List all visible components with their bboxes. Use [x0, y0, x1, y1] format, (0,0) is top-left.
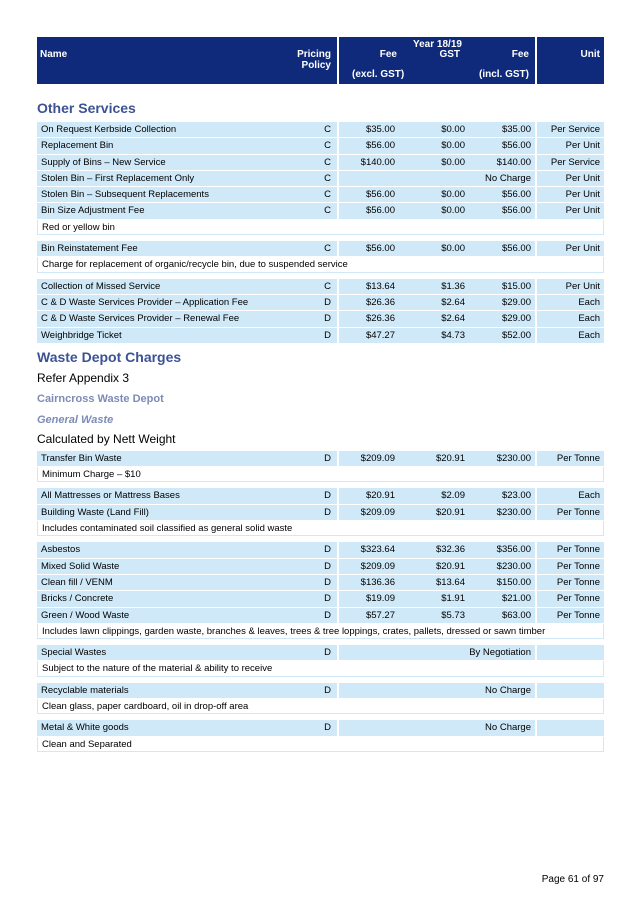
row-fees-cell	[339, 171, 535, 186]
table-row	[37, 328, 604, 344]
row-gst: $20.91	[435, 452, 465, 464]
table-note-row	[37, 661, 604, 677]
header-fees-cell	[339, 37, 535, 84]
row-unit-cell	[537, 488, 604, 503]
row-fees-cell	[339, 122, 535, 137]
row-pricing-policy: C	[324, 189, 331, 201]
header-unit-cell	[537, 37, 604, 84]
row-fee-incl-gst: $35.00	[501, 124, 531, 135]
row-fee-incl-gst: $230.00	[496, 506, 531, 518]
row-name-cell	[37, 241, 337, 256]
row-fee-excl-gst: $56.00	[365, 189, 395, 201]
row-name-cell	[37, 645, 337, 660]
row-name: Supply of Bins – New Service	[41, 156, 166, 168]
table-group	[37, 122, 604, 236]
row-fee-excl-gst: $57.27	[365, 609, 395, 621]
row-name-cell	[37, 683, 337, 698]
row-unit-cell	[537, 505, 604, 520]
row-name-cell	[37, 122, 337, 137]
depot-name: Cairncross Waste Depot	[37, 392, 164, 405]
row-name: Bricks / Concrete	[41, 593, 114, 605]
row-fee-incl-gst: $56.00	[501, 189, 531, 201]
table-row	[37, 311, 604, 327]
row-note: Subject to the nature of the material & ability to receive	[37, 661, 604, 676]
table-row	[37, 295, 604, 311]
row-name: Special Wastes	[41, 647, 107, 659]
table-row	[37, 608, 604, 624]
row-unit-cell	[537, 683, 604, 698]
table-row	[37, 505, 604, 521]
row-unit-cell	[537, 591, 604, 606]
row-gst: $0.00	[441, 205, 465, 217]
row-gst: $20.91	[435, 560, 465, 572]
table-row	[37, 645, 604, 661]
row-name: Stolen Bin – First Replacement Only	[41, 172, 195, 184]
row-gst: $20.91	[435, 506, 465, 518]
table-group	[37, 488, 604, 537]
row-pricing-policy: C	[324, 205, 331, 217]
row-pricing-policy: D	[324, 452, 331, 464]
row-name: Collection of Missed Service	[41, 280, 161, 292]
row-fees-cell	[339, 488, 535, 503]
row-pricing-policy: D	[324, 593, 331, 605]
row-unit: Per Unit	[565, 189, 600, 201]
row-gst: $13.64	[435, 576, 465, 588]
row-name-cell	[37, 295, 337, 310]
table-row	[37, 451, 604, 467]
row-unit-cell	[537, 138, 604, 153]
row-name-cell	[37, 542, 337, 557]
row-unit-cell	[537, 187, 604, 202]
row-pricing-policy: D	[324, 329, 331, 341]
row-pricing-policy: D	[324, 560, 331, 572]
section-heading-other-services: Other Services	[37, 100, 136, 116]
row-unit-cell	[537, 203, 604, 218]
row-fee-incl-gst: $21.00	[501, 593, 531, 605]
calculation-basis: Calculated by Nett Weight	[37, 431, 176, 446]
row-name: C & D Waste Services Provider – Application Fee	[41, 296, 249, 308]
row-fees-cell	[339, 683, 535, 698]
row-unit-cell	[537, 295, 604, 310]
row-name-cell	[37, 279, 337, 294]
row-fees-cell	[339, 311, 535, 326]
section-heading-waste-depot: Waste Depot Charges	[37, 348, 182, 365]
row-fee-incl-gst: $140.00	[496, 156, 531, 168]
row-unit: Per Unit	[565, 205, 600, 217]
row-unit-cell	[537, 241, 604, 256]
table-row	[37, 683, 604, 699]
row-fee-incl-gst: $230.00	[496, 452, 531, 464]
row-fee-incl-gst: $23.00	[501, 490, 531, 502]
row-unit: Per Service	[550, 156, 600, 168]
row-unit-cell	[537, 328, 604, 343]
row-unit: Per Unit	[565, 140, 600, 152]
other-services-table	[37, 122, 604, 344]
row-name: Clean fill / VENM	[41, 576, 113, 588]
row-name: Metal & White goods	[41, 722, 129, 734]
row-fee-incl-gst: No Charge	[485, 172, 531, 184]
table-group	[37, 720, 604, 753]
row-fees-cell	[339, 295, 535, 310]
table-row	[37, 155, 604, 171]
row-note: Charge for replacement of organic/recycle bin, due to suspended service	[37, 257, 604, 272]
table-row	[37, 122, 604, 138]
row-fee-incl-gst: $150.00	[496, 576, 531, 588]
row-fee-incl-gst: $52.00	[501, 329, 531, 341]
row-fees-cell	[339, 328, 535, 343]
row-name-cell	[37, 505, 337, 520]
header-pricing-policy: Pricing Policy	[297, 49, 331, 71]
row-fees-cell	[339, 155, 535, 170]
table-note-row	[37, 220, 604, 236]
header-year: Year 18/19	[413, 39, 462, 50]
table-row	[37, 171, 604, 187]
row-pricing-policy: C	[324, 124, 331, 135]
row-gst: $2.64	[441, 296, 465, 308]
row-unit: Each	[578, 490, 600, 502]
row-gst: $32.36	[435, 544, 465, 556]
row-note: Minimum Charge – $10	[37, 467, 604, 482]
row-pricing-policy: C	[324, 243, 331, 255]
row-unit: Each	[578, 329, 600, 341]
row-gst: $1.36	[441, 280, 465, 292]
table-group	[37, 279, 604, 344]
row-fee-incl-gst: $63.00	[501, 609, 531, 621]
row-unit: Per Tonne	[556, 452, 600, 464]
header-fee-excl: Fee	[379, 49, 397, 60]
row-pricing-policy: D	[324, 296, 331, 308]
row-name: On Request Kerbside Collection	[41, 124, 177, 135]
row-fee-excl-gst: $209.09	[360, 506, 395, 518]
row-gst: $0.00	[441, 124, 465, 135]
row-unit-cell	[537, 171, 604, 186]
row-fees-cell	[339, 505, 535, 520]
row-fee-excl-gst: $56.00	[365, 243, 395, 255]
row-name: Replacement Bin	[41, 140, 114, 152]
row-pricing-policy: D	[324, 313, 331, 325]
page-number: Page 61 of 97	[541, 874, 604, 885]
row-fees-cell	[339, 451, 535, 466]
table-note-row	[37, 737, 604, 753]
row-fee-incl-gst: $29.00	[501, 296, 531, 308]
row-fee-excl-gst: $209.09	[360, 560, 395, 572]
row-fee-excl-gst: $323.64	[360, 544, 395, 556]
row-name: Building Waste (Land Fill)	[41, 506, 149, 518]
row-name-cell	[37, 155, 337, 170]
row-pricing-policy: C	[324, 172, 331, 184]
header-unit: Unit	[580, 49, 600, 60]
row-name: Asbestos	[41, 544, 81, 556]
row-pricing-policy: D	[324, 684, 331, 696]
row-fees-cell	[339, 279, 535, 294]
table-note-row	[37, 521, 604, 537]
row-fee-incl-gst: No Charge	[485, 684, 531, 696]
row-fees-cell	[339, 241, 535, 256]
row-unit-cell	[537, 559, 604, 574]
row-fees-cell	[339, 187, 535, 202]
table-row	[37, 542, 604, 558]
table-row	[37, 720, 604, 736]
row-name-cell	[37, 138, 337, 153]
row-unit: Per Tonne	[556, 560, 600, 572]
table-row	[37, 203, 604, 219]
header-name-cell	[37, 37, 337, 84]
row-gst: $0.00	[441, 140, 465, 152]
row-name: Green / Wood Waste	[41, 609, 130, 621]
refer-appendix: Refer Appendix 3	[37, 370, 130, 385]
header-gst: GST	[439, 49, 460, 60]
row-note: Red or yellow bin	[37, 220, 604, 235]
row-fees-cell	[339, 645, 535, 660]
row-name-cell	[37, 203, 337, 218]
row-fee-excl-gst: $209.09	[360, 452, 395, 464]
row-name: C & D Waste Services Provider – Renewal Fee	[41, 313, 240, 325]
header-incl-gst: (incl. GST)	[479, 69, 529, 80]
row-pricing-policy: C	[324, 140, 331, 152]
row-gst: $0.00	[441, 243, 465, 255]
row-name-cell	[37, 608, 337, 623]
table-row	[37, 575, 604, 591]
row-fees-cell	[339, 720, 535, 735]
row-fee-incl-gst: $230.00	[496, 560, 531, 572]
row-gst: $0.00	[441, 156, 465, 168]
row-name: Mixed Solid Waste	[41, 560, 120, 572]
row-note: Clean and Separated	[37, 737, 604, 752]
row-unit: Per Unit	[565, 280, 600, 292]
table-row	[37, 138, 604, 154]
row-fee-incl-gst: No Charge	[485, 722, 531, 734]
row-fee-incl-gst: By Negotiation	[469, 647, 531, 659]
row-fee-excl-gst: $56.00	[365, 140, 395, 152]
row-fee-excl-gst: $13.64	[365, 280, 395, 292]
table-row	[37, 488, 604, 504]
row-unit: Each	[578, 296, 600, 308]
row-unit: Per Service	[550, 124, 600, 135]
row-unit: Per Tonne	[556, 609, 600, 621]
fee-schedule-page	[37, 37, 604, 758]
row-fee-incl-gst: $356.00	[496, 544, 531, 556]
row-fees-cell	[339, 559, 535, 574]
row-gst: $2.09	[441, 490, 465, 502]
row-fees-cell	[339, 608, 535, 623]
row-pricing-policy: D	[324, 544, 331, 556]
row-gst: $4.73	[441, 329, 465, 341]
row-name-cell	[37, 328, 337, 343]
row-fee-excl-gst: $20.91	[365, 490, 395, 502]
row-note: Clean glass, paper cardboard, oil in drop-off area	[37, 699, 604, 714]
table-group	[37, 451, 604, 484]
row-name-cell	[37, 488, 337, 503]
table-note-row	[37, 257, 604, 273]
row-fee-excl-gst: $47.27	[365, 329, 395, 341]
general-waste-heading: General Waste	[37, 413, 114, 426]
row-fee-incl-gst: $56.00	[501, 140, 531, 152]
table-row	[37, 279, 604, 295]
row-unit-cell	[537, 645, 604, 660]
row-unit-cell	[537, 155, 604, 170]
row-fees-cell	[339, 591, 535, 606]
row-name: Weighbridge Ticket	[41, 329, 122, 341]
table-note-row	[37, 624, 604, 640]
table-row	[37, 591, 604, 607]
row-name-cell	[37, 311, 337, 326]
header-fee-incl: Fee	[511, 49, 529, 60]
row-pricing-policy: C	[324, 280, 331, 292]
row-name: All Mattresses or Mattress Bases	[41, 490, 180, 502]
row-pricing-policy: D	[324, 609, 331, 621]
row-note: Includes lawn clippings, garden waste, branches & leaves, trees & tree loppings, crates, pallets, dressed or sawn timber	[37, 624, 604, 639]
row-gst: $5.73	[441, 609, 465, 621]
row-gst: $2.64	[441, 313, 465, 325]
row-unit: Per Tonne	[556, 576, 600, 588]
row-unit: Per Tonne	[556, 506, 600, 518]
row-name-cell	[37, 559, 337, 574]
row-name-cell	[37, 187, 337, 202]
row-unit-cell	[537, 575, 604, 590]
row-fee-excl-gst: $140.00	[360, 156, 395, 168]
table-note-row	[37, 699, 604, 715]
row-unit-cell	[537, 720, 604, 735]
row-name: Recyclable materials	[41, 684, 129, 696]
table-group	[37, 645, 604, 678]
row-name-cell	[37, 575, 337, 590]
row-unit-cell	[537, 542, 604, 557]
row-pricing-policy: D	[324, 576, 331, 588]
row-unit-cell	[537, 451, 604, 466]
row-unit: Per Tonne	[556, 544, 600, 556]
row-fee-incl-gst: $56.00	[501, 205, 531, 217]
table-row	[37, 559, 604, 575]
row-pricing-policy: D	[324, 722, 331, 734]
table-header	[37, 37, 604, 84]
row-name-cell	[37, 720, 337, 735]
row-fee-incl-gst: $15.00	[501, 280, 531, 292]
row-fees-cell	[339, 542, 535, 557]
row-unit-cell	[537, 122, 604, 137]
row-fee-excl-gst: $26.36	[365, 296, 395, 308]
table-row	[37, 187, 604, 203]
row-unit: Per Tonne	[556, 593, 600, 605]
row-pricing-policy: D	[324, 506, 331, 518]
row-name-cell	[37, 591, 337, 606]
row-fee-excl-gst: $19.09	[365, 593, 395, 605]
table-group	[37, 683, 604, 716]
table-row	[37, 241, 604, 257]
row-gst: $0.00	[441, 189, 465, 201]
row-fee-incl-gst: $29.00	[501, 313, 531, 325]
waste-depot-table	[37, 451, 604, 753]
row-unit-cell	[537, 279, 604, 294]
row-unit: Each	[578, 313, 600, 325]
row-unit: Per Unit	[565, 243, 600, 255]
table-note-row	[37, 467, 604, 483]
header-name: Name	[40, 49, 68, 60]
row-unit: Per Unit	[565, 172, 600, 184]
row-fees-cell	[339, 203, 535, 218]
row-name: Bin Size Adjustment Fee	[41, 205, 145, 217]
table-group	[37, 241, 604, 274]
row-name-cell	[37, 171, 337, 186]
row-name: Stolen Bin – Subsequent Replacements	[41, 189, 209, 201]
row-unit-cell	[537, 311, 604, 326]
row-name-cell	[37, 451, 337, 466]
table-group	[37, 542, 604, 640]
row-fee-incl-gst: $56.00	[501, 243, 531, 255]
row-fee-excl-gst: $35.00	[365, 124, 395, 135]
row-fee-excl-gst: $136.36	[360, 576, 395, 588]
row-note: Includes contaminated soil classified as general solid waste	[37, 521, 604, 536]
row-gst: $1.91	[441, 593, 465, 605]
row-pricing-policy: D	[324, 647, 331, 659]
row-fee-excl-gst: $26.36	[365, 313, 395, 325]
row-pricing-policy: D	[324, 490, 331, 502]
row-pricing-policy: C	[324, 156, 331, 168]
row-name: Bin Reinstatement Fee	[41, 243, 138, 255]
header-excl-gst: (excl. GST)	[352, 69, 405, 80]
row-fees-cell	[339, 138, 535, 153]
row-name: Transfer Bin Waste	[41, 452, 122, 464]
row-unit-cell	[537, 608, 604, 623]
row-fee-excl-gst: $56.00	[365, 205, 395, 217]
row-fees-cell	[339, 575, 535, 590]
